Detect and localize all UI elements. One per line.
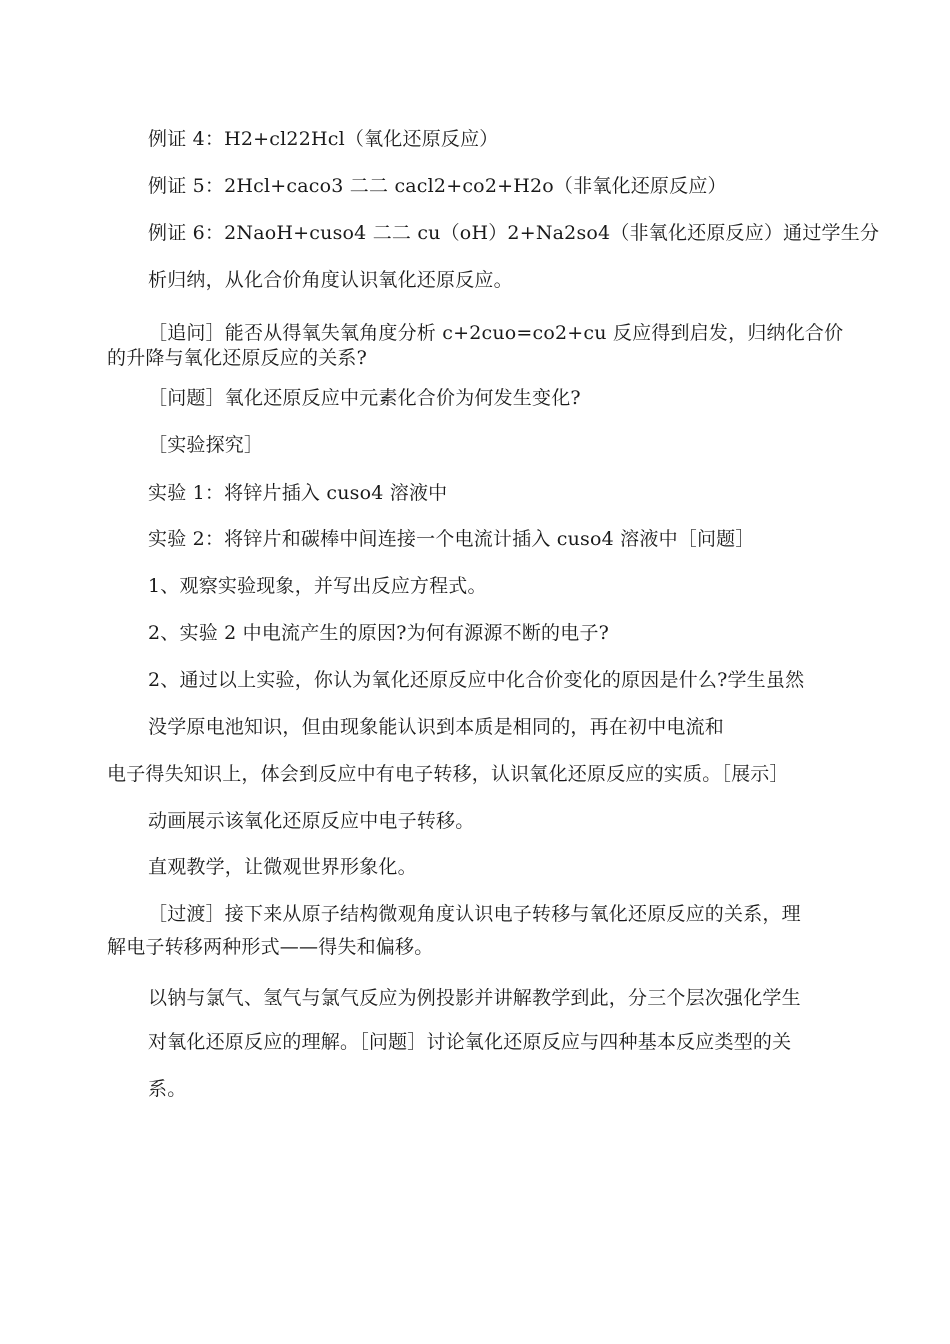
paragraph-line: 动画展示该氧化还原反应中电子转移。 — [148, 810, 475, 832]
section-heading: ［实验探究］ — [148, 434, 264, 456]
paragraph-line: 例证 4：H2+cl22Hcl（氧化还原反应） — [148, 128, 499, 150]
list-item: 1、观察实验现象，并写出反应方程式。 — [148, 575, 487, 597]
paragraph-line: ［问题］氧化还原反应中元素化合价为何发生变化? — [148, 387, 581, 409]
paragraph-line: 析归纳，从化合价角度认识氧化还原反应。 — [148, 269, 513, 291]
list-item: 2、实验 2 中电流产生的原因?为何有源源不断的电子? — [148, 622, 610, 644]
paragraph-line: 系。 — [148, 1078, 187, 1100]
paragraph-line: 没学原电池知识，但由现象能认识到本质是相同的，再在初中电流和 — [148, 716, 725, 738]
paragraph-line: 直观教学，让微观世界形象化。 — [148, 856, 417, 878]
paragraph-line: 以钠与氯气、氢气与氯气反应为例投影并讲解教学到此，分三个层次强化学生 — [148, 987, 801, 1009]
paragraph-line: 的升降与氧化还原反应的关系? — [107, 347, 367, 369]
paragraph-line: 对氧化还原反应的理解。［问题］讨论氧化还原反应与四种基本反应类型的关 — [148, 1031, 792, 1053]
paragraph-line: 电子得失知识上，体会到反应中有电子转移，认识氧化还原反应的实质。［展示］ — [107, 763, 789, 785]
paragraph-line: 例证 6：2NaoH+cuso4 二二 cu（oH）2+Na2so4（非氧化还原反应）通过学生分 — [148, 222, 880, 244]
paragraph-line: 实验 2：将锌片和碳棒中间连接一个电流计插入 cuso4 溶液中［问题］ — [148, 528, 755, 550]
paragraph-line: ［追问］能否从得氧失氧角度分析 c+2cuo=co2+cu 反应得到启发，归纳化合价 — [148, 322, 844, 344]
paragraph-line: 解电子转移两种形式——得失和偏移。 — [107, 936, 434, 958]
list-item: 2、通过以上实验，你认为氧化还原反应中化合价变化的原因是什么?学生虽然 — [148, 669, 805, 691]
paragraph-line: ［过渡］接下来从原子结构微观角度认识电子转移与氧化还原反应的关系，理 — [148, 903, 801, 925]
paragraph-line: 例证 5：2Hcl+caco3 二二 cacl2+co2+H2o（非氧化还原反应） — [148, 175, 727, 197]
paragraph-line: 实验 1：将锌片插入 cuso4 溶液中 — [148, 482, 448, 504]
